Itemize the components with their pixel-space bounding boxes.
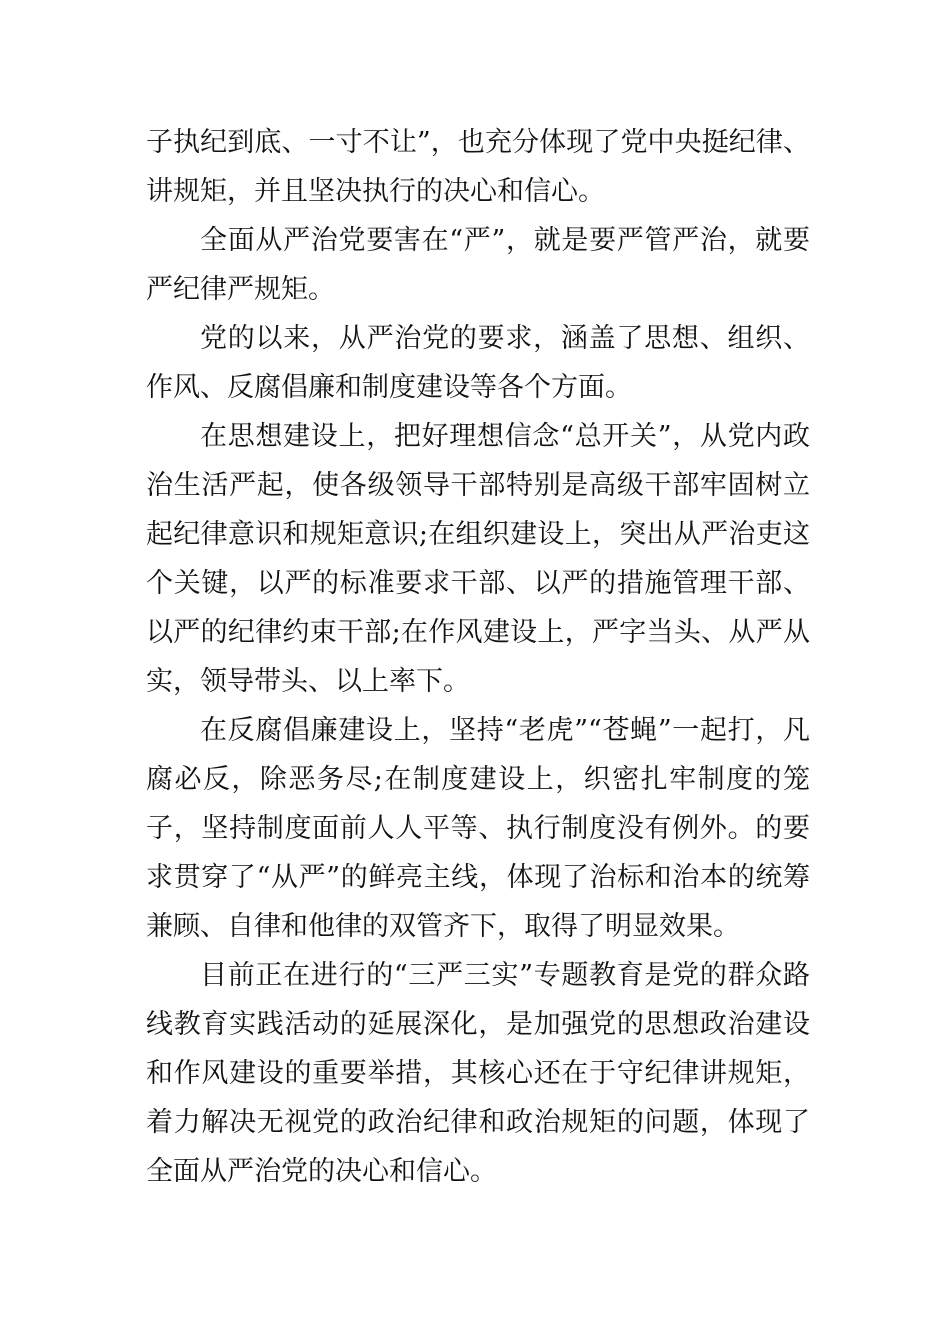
paragraph: 在思想建设上，把好理想信念“总开关”，从党内政治生活严起，使各级领导干部特别是高级干部牢固树立起纪律意识和规矩意识;在组织建设上，突出从严治吏这个关键，以严的标准要求干部、以严的措施管理干部、以严的纪律约束干部;在作风建设上，严字当头、从严从实，领导带头、以上率下。 [146,421,810,697]
paragraph: 目前正在进行的“三严三实”专题教育是党的群众路线教育实践活动的延展深化，是加强党的思想政治建设和作风建设的重要举措，其核心还在于守纪律讲规矩，着力解决无视党的政治纪律和政治规矩的问题，体现了全面从严治党的决心和信心。 [146,960,810,1187]
paragraph-continuation: 子执纪到底、一寸不让”，也充分体现了党中央挺纪律、讲规矩，并且坚决执行的决心和信心。 [146,127,810,207]
paragraph: 在反腐倡廉建设上，坚持“老虎”“苍蝇”一起打，凡腐必反，除恶务尽;在制度建设上，织密扎牢制度的笼子，坚持制度面前人人平等、执行制度没有例外。的要求贯穿了“从严”的鲜亮主线，体现了治标和治本的统筹兼顾、自律和他律的双管齐下，取得了明显效果。 [146,715,810,942]
document-body [146,118,810,1196]
paragraph: 全面从严治党要害在“严”，就是要严管严治，就要严纪律严规矩。 [146,225,810,305]
paragraph: 党的以来，从严治党的要求，涵盖了思想、组织、作风、反腐倡廉和制度建设等各个方面。 [146,323,810,403]
